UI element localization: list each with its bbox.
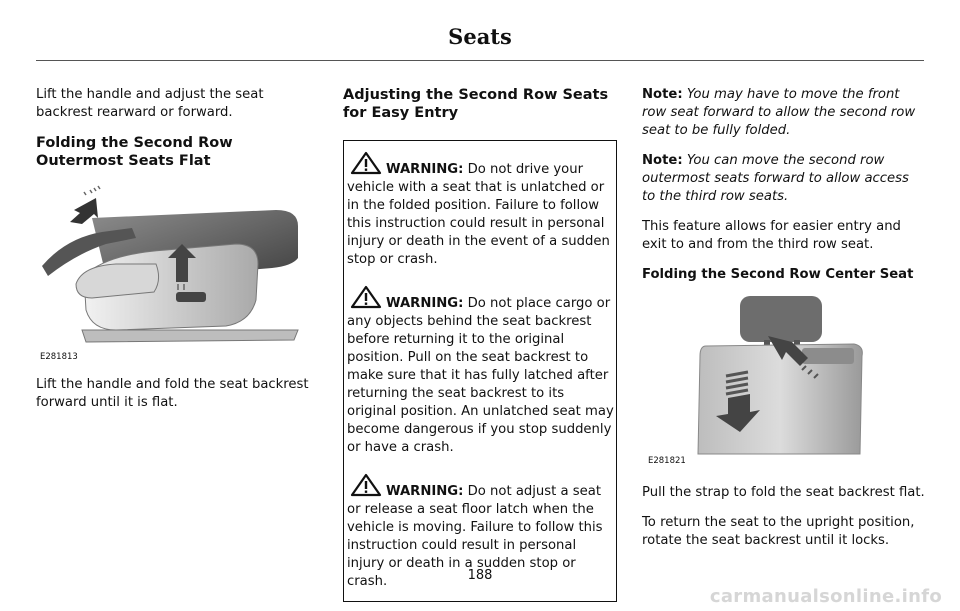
warning-label: WARNING:: [386, 296, 464, 311]
warning-triangle-icon: [350, 285, 382, 309]
section-heading-center-seat: Folding the Second Row Center Seat: [642, 267, 914, 282]
warning-triangle-icon: [350, 151, 382, 175]
figure-center-seat: [642, 290, 926, 468]
note-text: You can move the second row outermost seats forward to allow access to the third row seats.: [642, 153, 909, 204]
note-text: You may have to move the front row seat forward to allow the second row seat to be fully folded.: [642, 87, 916, 138]
center-seat-illustration: [642, 290, 926, 468]
page-number: 188: [467, 568, 493, 583]
warning-triangle-icon: [350, 473, 382, 497]
column-middle: [343, 86, 617, 602]
note-label: Note:: [642, 153, 683, 168]
easy-entry-paragraph: This feature allows for easier entry and exit to and from the third row seat.: [642, 219, 901, 252]
step-1: Pull the strap to fold the seat backrest flat.: [642, 485, 925, 500]
intro-paragraph: Lift the handle and adjust the seat backrest rearward or forward.: [36, 87, 264, 120]
warning-label: WARNING:: [386, 162, 464, 177]
warning-text: Do not drive your vehicle with a seat that is unlatched or in the folded position. Failure to follow this instruction could result in personal injury or death in the event of a sudden stop or crash.: [347, 162, 610, 267]
section-heading-easy-entry: Adjusting the Second Row Seats for Easy Entry: [343, 87, 609, 121]
warning-2: [347, 285, 614, 457]
warning-box: [343, 140, 617, 602]
seat-handle: [176, 292, 206, 302]
outermost-seat-illustration: [36, 180, 306, 360]
warning-text: Do not adjust a seat or release a seat floor latch when the vehicle is moving. Failure to follow this instruction could result in personal injury or death in a sudden stop or crash.: [347, 484, 603, 589]
figure-code: E281813: [40, 352, 78, 362]
figure-caption: Lift the handle and fold the seat backrest forward until it is flat.: [36, 377, 309, 410]
note-2: [642, 152, 926, 206]
warning-label: WARNING:: [386, 484, 464, 499]
column-right: [642, 86, 926, 550]
note-label: Note:: [642, 87, 683, 102]
page-title: Seats: [448, 24, 512, 49]
figure-outermost-seat: [36, 180, 318, 360]
headrest: [740, 296, 822, 342]
header-divider: [36, 60, 924, 61]
step-2: To return the seat to the upright position, rotate the seat backrest until it locks.: [642, 515, 915, 548]
column-left: [36, 86, 318, 412]
watermark: carmanualsonline.info: [709, 586, 942, 607]
figure-code: E281821: [648, 456, 686, 466]
warning-text: Do not place cargo or any objects behind the seat backrest before returning it to the original position. Pull on the seat backrest to make sure that it has fully latched after returning the seat backrest to its original position. An unlatched seat may become dangerous if you stop suddenly or have a crash.: [347, 296, 614, 455]
section-heading-outermost-seats: Folding the Second Row Outermost Seats Flat: [36, 135, 233, 169]
note-1: [642, 86, 926, 140]
warning-1: [347, 151, 614, 269]
